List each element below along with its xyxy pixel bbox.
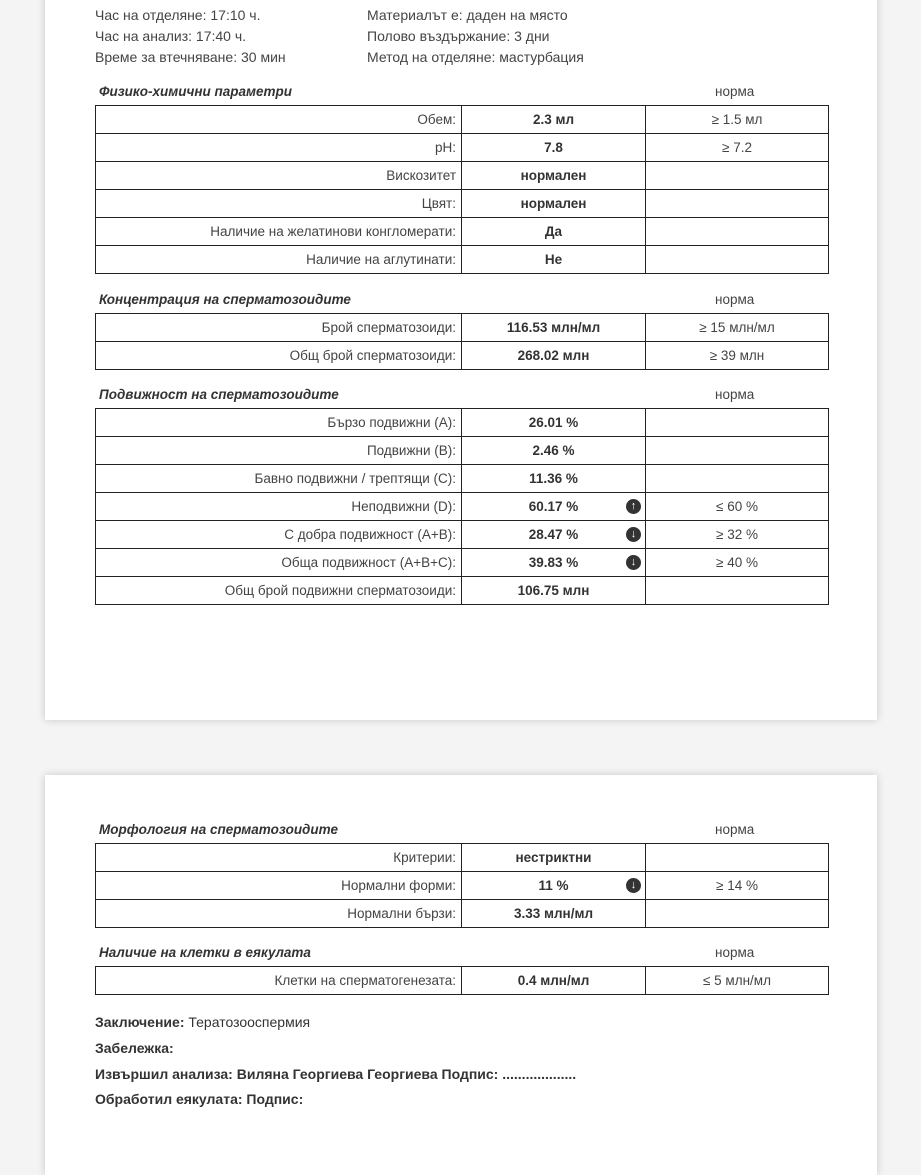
parameter-label: С добра подвижност (A+B): xyxy=(96,521,462,549)
results-table xyxy=(95,313,829,370)
parameter-norm xyxy=(646,844,829,872)
material-source: Материалът е: даден на място xyxy=(367,7,568,23)
parameter-norm xyxy=(646,162,829,190)
parameter-value-cell xyxy=(462,134,646,162)
parameter-value: 0.4 млн/мл xyxy=(517,973,590,988)
parameter-label: Нормални бързи: xyxy=(96,900,462,928)
parameter-norm xyxy=(646,246,829,274)
collection-method: Метод на отделяне: мастурбация xyxy=(367,49,584,65)
conclusion-label: Заключение: xyxy=(95,1014,185,1030)
parameter-value-cell xyxy=(462,190,646,218)
parameter-value-cell xyxy=(462,577,646,605)
table-row xyxy=(96,314,829,342)
parameter-value: 2.46 % xyxy=(532,443,575,458)
parameter-value: 3.33 млн/мл xyxy=(513,906,594,921)
parameter-norm: ≥ 7.2 xyxy=(646,134,829,162)
parameter-value: 26.01 % xyxy=(528,415,579,430)
analysis-time: Час на анализ: 17:40 ч. xyxy=(95,28,247,44)
parameter-label: Общ брой подвижни сперматозоиди: xyxy=(96,577,462,605)
table-row xyxy=(96,549,829,577)
table-row xyxy=(96,900,829,928)
parameter-value: 28.47 % xyxy=(528,527,579,542)
parameter-norm xyxy=(646,577,829,605)
sample-info xyxy=(367,5,584,68)
parameter-value-cell xyxy=(462,493,646,521)
parameter-value: 116.53 млн/мл xyxy=(506,320,601,335)
section-title: Концентрация на сперматозоидите xyxy=(99,292,351,307)
report-page-1 xyxy=(45,0,877,720)
parameter-label: Наличие на желатинови конгломерати: xyxy=(96,218,462,246)
parameter-value: 39.83 % xyxy=(528,555,579,570)
parameter-value-cell xyxy=(462,872,646,900)
norm-header: норма xyxy=(715,822,755,837)
table-row xyxy=(96,872,829,900)
conclusion xyxy=(95,1014,310,1030)
parameter-label: Обем: xyxy=(96,106,462,134)
table-row xyxy=(96,162,829,190)
parameter-value-cell xyxy=(462,106,646,134)
parameter-norm: ≥ 39 млн xyxy=(646,342,829,370)
parameter-norm xyxy=(646,437,829,465)
section-2 xyxy=(95,380,829,605)
parameter-norm: ≥ 40 % xyxy=(646,549,829,577)
parameter-value: 60.17 % xyxy=(528,499,579,514)
section-title: Наличие на клетки в еякулата xyxy=(99,945,311,960)
parameter-value-cell xyxy=(462,218,646,246)
arrow-down-icon: ↓ xyxy=(626,527,641,542)
parameter-value: нормален xyxy=(520,168,587,183)
norm-header: норма xyxy=(715,292,755,307)
section-1 xyxy=(95,285,829,370)
table-row xyxy=(96,967,829,995)
parameter-value: 11.36 % xyxy=(529,471,578,486)
section-header xyxy=(95,815,829,843)
parameter-label: Вискозитет xyxy=(96,162,462,190)
section-title: Физико-химични параметри xyxy=(99,84,293,99)
collection-time: Час на отделяне: 17:10 ч. xyxy=(95,7,261,23)
parameter-norm: ≤ 5 млн/мл xyxy=(646,967,829,995)
table-row xyxy=(96,246,829,274)
parameter-value-cell xyxy=(462,967,646,995)
section-3 xyxy=(95,815,829,928)
parameter-label: Бързо подвижни (A): xyxy=(96,409,462,437)
parameter-label: Бавно подвижни / трептящи (C): xyxy=(96,465,462,493)
results-table xyxy=(95,105,829,274)
parameter-norm: ≥ 32 % xyxy=(646,521,829,549)
parameter-norm xyxy=(646,900,829,928)
parameter-label: Общ брой сперматозоиди: xyxy=(96,342,462,370)
table-row xyxy=(96,106,829,134)
table-row xyxy=(96,190,829,218)
section-0 xyxy=(95,77,829,274)
norm-header: норма xyxy=(715,387,755,402)
parameter-value-cell xyxy=(462,314,646,342)
performer xyxy=(95,1066,576,1082)
parameter-label: Брой сперматозоиди: xyxy=(96,314,462,342)
parameter-label: Нормални форми: xyxy=(96,872,462,900)
report-page-2 xyxy=(45,775,877,1175)
section-header xyxy=(95,938,829,966)
section-title: Морфология на сперматозоидите xyxy=(99,822,338,837)
parameter-label: pH: xyxy=(96,134,462,162)
section-4 xyxy=(95,938,829,995)
table-row xyxy=(96,409,829,437)
performer-text: Извършил анализа: Виляна Георгиева Георгиева Подпис: ................... xyxy=(95,1066,577,1082)
arrow-up-icon: ↑ xyxy=(626,499,641,514)
parameter-label: Клетки на сперматогенезата: xyxy=(96,967,462,995)
parameter-norm: ≥ 15 млн/мл xyxy=(646,314,829,342)
note xyxy=(95,1040,174,1056)
parameter-value-cell xyxy=(462,521,646,549)
section-title: Подвижност на сперматозоидите xyxy=(99,387,339,402)
parameter-label: Наличие на аглутинати: xyxy=(96,246,462,274)
parameter-label: Подвижни (B): xyxy=(96,437,462,465)
sample-times xyxy=(95,5,286,68)
parameter-norm xyxy=(646,409,829,437)
parameter-norm: ≥ 14 % xyxy=(646,872,829,900)
section-header xyxy=(95,380,829,408)
table-row xyxy=(96,577,829,605)
liquefaction-time: Време за втечняване: 30 мин xyxy=(95,49,286,65)
norm-header: норма xyxy=(715,84,755,99)
parameter-label: Цвят: xyxy=(96,190,462,218)
results-table xyxy=(95,408,829,605)
parameter-label: Обща подвижност (A+B+C): xyxy=(96,549,462,577)
parameter-value-cell xyxy=(462,465,646,493)
parameter-norm: ≥ 1.5 мл xyxy=(646,106,829,134)
parameter-norm xyxy=(646,190,829,218)
norm-header: норма xyxy=(715,945,755,960)
table-row xyxy=(96,521,829,549)
parameter-value: 2.3 мл xyxy=(532,112,575,127)
table-row xyxy=(96,342,829,370)
table-row xyxy=(96,437,829,465)
parameter-value: нормален xyxy=(520,196,587,211)
parameter-value-cell xyxy=(462,409,646,437)
parameter-value-cell xyxy=(462,437,646,465)
parameter-value: 106.75 млн xyxy=(517,583,590,598)
parameter-value-cell xyxy=(462,342,646,370)
parameter-value: нестриктни xyxy=(515,850,592,865)
parameter-value-cell xyxy=(462,900,646,928)
results-table xyxy=(95,843,829,928)
results-table xyxy=(95,966,829,995)
parameter-value-cell xyxy=(462,162,646,190)
parameter-value: 268.02 млн xyxy=(517,348,590,363)
parameter-value-cell xyxy=(462,844,646,872)
processed-text: Обработил еякулата: Подпис: xyxy=(95,1091,304,1107)
parameter-norm xyxy=(646,218,829,246)
parameter-label: Критерии: xyxy=(96,844,462,872)
table-row xyxy=(96,134,829,162)
section-header xyxy=(95,77,829,105)
table-row xyxy=(96,218,829,246)
parameter-label: Неподвижни (D): xyxy=(96,493,462,521)
parameter-norm: ≤ 60 % xyxy=(646,493,829,521)
abstinence: Полово въздържание: 3 дни xyxy=(367,28,550,44)
table-row xyxy=(96,465,829,493)
parameter-norm xyxy=(646,465,829,493)
parameter-value: Не xyxy=(544,252,563,267)
parameter-value: Да xyxy=(544,224,563,239)
note-label: Забележка: xyxy=(95,1040,174,1056)
arrow-down-icon: ↓ xyxy=(626,878,641,893)
parameter-value-cell xyxy=(462,549,646,577)
parameter-value-cell xyxy=(462,246,646,274)
table-row xyxy=(96,844,829,872)
parameter-value: 7.8 xyxy=(544,140,563,155)
section-header xyxy=(95,285,829,313)
conclusion-value: Тератозооспермия xyxy=(188,1014,311,1030)
processed-by xyxy=(95,1091,303,1107)
table-row xyxy=(96,493,829,521)
parameter-value: 11 % xyxy=(538,878,569,893)
arrow-down-icon: ↓ xyxy=(626,555,641,570)
